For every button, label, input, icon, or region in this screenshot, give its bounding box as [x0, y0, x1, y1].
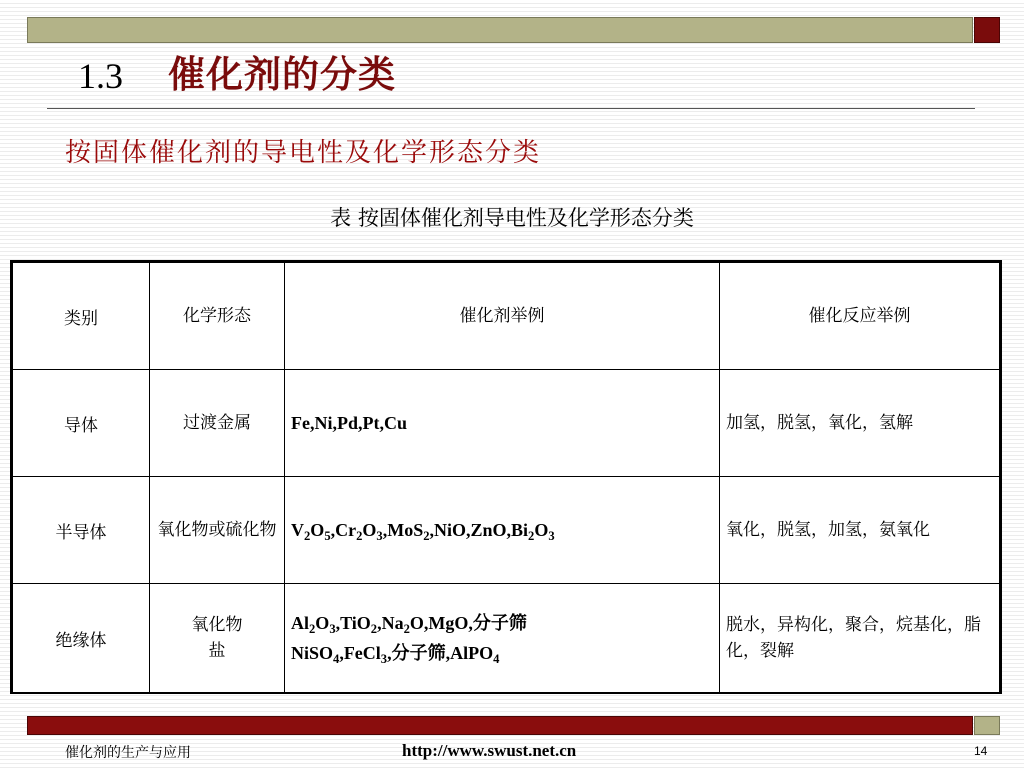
footer-course-title: 催化剂的生产与应用 — [65, 745, 191, 761]
cell-category: 绝缘体 — [13, 584, 150, 693]
footer-url: http://www.swust.net.cn — [402, 741, 577, 760]
chemical-form-line: 氧化物或硫化物 — [157, 520, 277, 540]
table-row — [13, 477, 1000, 584]
cell-chemical-form — [150, 477, 285, 584]
cell-catalysts — [285, 477, 720, 584]
header-catalyst-examples: 催化剂举例 — [285, 263, 720, 370]
formula-subscript: 3 — [376, 529, 383, 543]
catalyst-formula-line: $V_2O_5,Cr_2O_3,MoS_2,NiO,ZnO,Bi_2O_3$ — [291, 520, 555, 543]
cell-category: 导体 — [13, 370, 150, 477]
formula-subscript: 2 — [370, 622, 378, 636]
formula-subscript: 3 — [548, 529, 555, 543]
cell-reactions: 加氢，脱氢，氧化，氢解 — [720, 370, 1000, 477]
header-category: 类别 — [13, 263, 150, 370]
header-chemical-form: 化学形态 — [150, 263, 285, 370]
cell-chemical-form — [150, 584, 285, 693]
bottom-decoration-square — [974, 716, 1000, 735]
top-decoration-square — [974, 17, 1000, 43]
table-row — [13, 584, 1000, 693]
table-caption: 表 按固体催化剂导电性及化学形态分类 — [330, 206, 694, 230]
cell-catalysts — [285, 584, 720, 693]
formula-subscript: 2 — [309, 622, 316, 636]
header-reaction-examples: 催化反应举例 — [720, 263, 1000, 370]
slide-title: 催化剂的分类 — [168, 53, 396, 96]
cell-reactions: 脱水，异构化，聚合，烷基化，脂化，裂解 — [720, 584, 1000, 693]
chemical-form-line: 氧化物 — [191, 615, 243, 635]
cell-reactions: 氧化，脱氢，加氢，氨氧化 — [720, 477, 1000, 584]
cell-category: 半导体 — [13, 477, 150, 584]
table-row — [13, 370, 1000, 477]
bottom-decoration-bar — [27, 716, 973, 735]
formula-subscript: 4 — [333, 652, 340, 666]
cell-chemical-form — [150, 370, 285, 477]
formula-subscript: 3 — [329, 622, 336, 636]
cell-catalysts — [285, 370, 720, 477]
catalyst-formula-line: $Al_2O_3,TiO_2,Na_2O,MgO$,分子筛 — [291, 613, 527, 636]
catalyst-classification-table — [10, 260, 1002, 694]
formula-subscript: 5 — [324, 529, 331, 543]
top-decoration-bar — [27, 17, 973, 43]
formula-subscript: 2 — [403, 622, 410, 636]
table-header-row — [13, 263, 1000, 370]
chemical-form-line: 过渡金属 — [183, 413, 251, 433]
slide-subtitle: 按固体催化剂的导电性及化学形态分类 — [65, 138, 542, 168]
formula-subscript: 2 — [356, 529, 363, 543]
title-divider — [47, 108, 975, 109]
catalyst-formula-line: Fe,Ni,Pd,Pt,Cu — [291, 413, 407, 433]
formula-subscript: 2 — [423, 529, 430, 543]
formula-subscript: 2 — [528, 529, 535, 543]
chemical-form-line: 盐 — [208, 641, 226, 661]
formula-subscript: 4 — [493, 652, 500, 666]
formula-subscript: 3 — [380, 652, 388, 666]
section-number: 1.3 — [78, 56, 123, 96]
page-number: 14 — [974, 744, 988, 758]
catalyst-formula-line: NiSO$_4$,FeCl$_3$,分子筛,AlPO$_4$ — [291, 643, 500, 666]
formula-subscript: 2 — [304, 529, 311, 543]
